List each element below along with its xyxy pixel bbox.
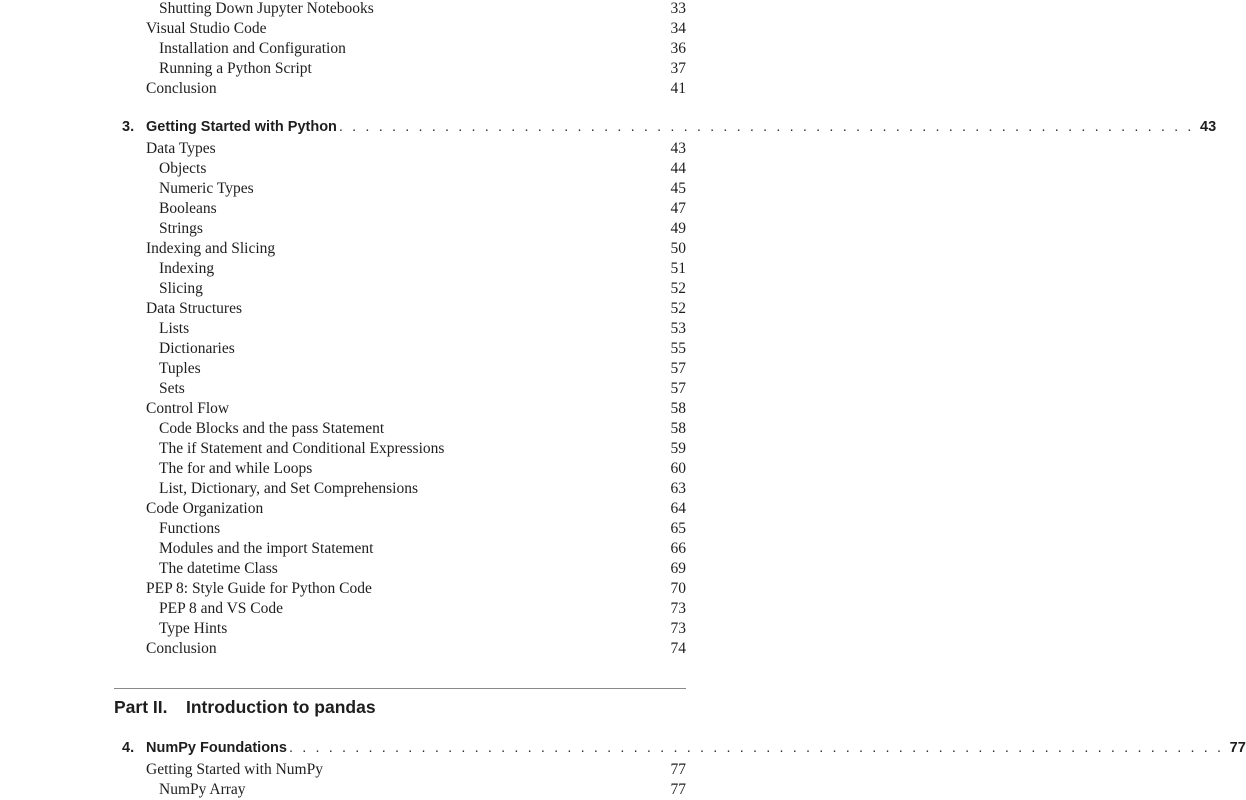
toc-entry-page: 37 — [670, 60, 686, 77]
toc-entry-page: 64 — [670, 500, 686, 517]
toc-entry[interactable] — [0, 559, 800, 579]
toc-entry[interactable] — [0, 539, 800, 559]
toc-entry-label: Slicing — [159, 280, 203, 297]
toc-entry-label: List, Dictionary, and Set Comprehensions — [159, 480, 419, 497]
toc-entry-label: Strings — [159, 220, 203, 237]
toc-entry-label: Booleans — [159, 200, 217, 217]
toc-entry-label: Control Flow — [146, 400, 230, 417]
toc-entry-page: 47 — [670, 200, 686, 217]
toc-entry-page: 45 — [670, 180, 686, 197]
toc-entry-label: Type Hints — [159, 620, 228, 637]
toc-entry[interactable] — [0, 179, 800, 199]
toc-entry-label: Lists — [159, 320, 190, 337]
toc-entry-page: 52 — [670, 280, 686, 297]
toc-entry-page: 57 — [670, 380, 686, 397]
toc-entry-page: 50 — [670, 240, 686, 257]
toc-entry[interactable] — [0, 199, 800, 219]
toc-entry-page: 55 — [670, 340, 686, 357]
chapter-number: 4. — [122, 740, 135, 756]
chapter-page: 43 — [1200, 119, 1217, 135]
toc-entry-page: 57 — [670, 360, 686, 377]
toc-entry-label: The for and while Loops — [159, 460, 313, 477]
toc-entry[interactable] — [0, 299, 800, 319]
toc-entry-page: 59 — [670, 440, 686, 457]
toc-entry[interactable] — [0, 399, 800, 419]
toc-entry[interactable] — [0, 159, 800, 179]
toc-entry-page: 34 — [670, 20, 686, 37]
toc-entry-label: Data Structures — [146, 300, 242, 317]
toc-entry[interactable] — [0, 319, 800, 339]
toc-entry[interactable] — [0, 279, 800, 299]
dot-leader: . . . . . . . . . . . . . . . . . . . . . . . . . . . . . . . . . . . . . . . . . . . . . . . . . . . . . . . . . . . . . . . . . — [338, 119, 1195, 135]
toc-entry-page: 66 — [670, 540, 686, 557]
toc-entry-page: 44 — [670, 160, 686, 177]
toc-entry-label: PEP 8 and VS Code — [159, 600, 284, 617]
toc-entry-page: 53 — [670, 320, 686, 337]
toc-entry-page: 36 — [670, 40, 686, 57]
toc-entry[interactable] — [0, 760, 800, 780]
chapter-heading[interactable] — [0, 116, 1217, 138]
toc-entry-page: 43 — [670, 140, 686, 157]
toc-entry[interactable] — [0, 39, 800, 59]
toc-entry-page: 52 — [670, 300, 686, 317]
toc-entry-page: 58 — [670, 400, 686, 417]
chapter-row — [146, 116, 1217, 138]
toc-entry-page: 58 — [670, 420, 686, 437]
toc-entry-label: Indexing — [159, 260, 215, 277]
toc-entry-label: Code Blocks and the pass Statement — [159, 420, 385, 437]
toc-entry-label: Functions — [159, 520, 221, 537]
toc-entry[interactable] — [0, 439, 800, 459]
toc-entry-page: 41 — [670, 80, 686, 97]
toc-entry-page: 74 — [670, 640, 686, 657]
part-divider — [114, 688, 686, 689]
toc-entry-label: Conclusion — [146, 640, 217, 657]
toc-entry[interactable] — [0, 239, 800, 259]
toc-entry-page: 77 — [670, 761, 686, 778]
toc-entry-page: 69 — [670, 560, 686, 577]
toc-entry[interactable] — [0, 519, 800, 539]
dot-leader: . . . . . . . . . . . . . . . . . . . . . . . . . . . . . . . . . . . . . . . . . . . . . . . . . . . . . . . . . . . . . . . . . . . . . . . — [288, 740, 1224, 756]
toc-entry-label: Numeric Types — [159, 180, 254, 197]
toc-entry-label: Tuples — [159, 360, 201, 377]
toc-entry-label: Modules and the import Statement — [159, 540, 374, 557]
toc-entry[interactable] — [0, 339, 800, 359]
toc-entry[interactable] — [0, 459, 800, 479]
toc-entry[interactable] — [0, 619, 800, 639]
toc-entry-label: Dictionaries — [159, 340, 235, 357]
toc-entry-label: Shutting Down Jupyter Notebooks — [159, 0, 374, 17]
toc-entry[interactable] — [0, 79, 800, 99]
toc-entry[interactable] — [0, 259, 800, 279]
toc-entry-page: 51 — [670, 260, 686, 277]
toc-entry-label: Objects — [159, 160, 207, 177]
chapter-page: 77 — [1229, 740, 1246, 756]
toc-entry[interactable] — [0, 0, 800, 19]
toc-entry-page: 65 — [670, 520, 686, 537]
toc-entry[interactable] — [0, 139, 800, 159]
toc-entry-page: 63 — [670, 480, 686, 497]
toc-entry[interactable] — [0, 419, 800, 439]
chapter-row — [146, 737, 1246, 759]
toc-entry-label: Code Organization — [146, 500, 264, 517]
toc-entry[interactable] — [0, 379, 800, 399]
toc-entry[interactable] — [0, 359, 800, 379]
toc-entry-label: Conclusion — [146, 80, 217, 97]
toc-entry-label: Sets — [159, 380, 185, 397]
toc-entry-page: 49 — [670, 220, 686, 237]
chapter-title: NumPy Foundations — [146, 740, 287, 756]
toc-entry-label: Installation and Configuration — [159, 40, 346, 57]
toc-entry[interactable] — [0, 19, 800, 39]
toc-entry-page: 60 — [670, 460, 686, 477]
toc-entry[interactable] — [0, 780, 800, 800]
part-heading[interactable] — [0, 694, 800, 720]
toc-entry-label: Indexing and Slicing — [146, 240, 276, 257]
toc-entry[interactable] — [0, 639, 800, 659]
toc-entry[interactable] — [0, 59, 800, 79]
toc-entry-page: 33 — [670, 0, 686, 17]
toc-entry-page: 70 — [670, 580, 686, 597]
toc-entry-label: Data Types — [146, 140, 216, 157]
toc-entry-label: Running a Python Script — [159, 60, 312, 77]
toc-entry-page: 73 — [670, 600, 686, 617]
toc-entry[interactable] — [0, 579, 800, 599]
toc-entry-label: PEP 8: Style Guide for Python Code — [146, 580, 372, 597]
toc-entry-page: 73 — [670, 620, 686, 637]
toc-entry[interactable] — [0, 599, 800, 619]
toc-entry[interactable] — [0, 219, 800, 239]
chapter-heading[interactable] — [0, 737, 1246, 759]
toc-entry-label: NumPy Array — [159, 781, 246, 798]
chapter-title: Getting Started with Python — [146, 119, 337, 135]
toc-entry-label: The if Statement and Conditional Expressions — [159, 440, 445, 457]
toc-entry[interactable] — [0, 479, 800, 499]
toc-entry-label: Visual Studio Code — [146, 20, 267, 37]
toc-entry[interactable] — [0, 499, 800, 519]
part-title: Introduction to pandas — [186, 697, 376, 717]
part-label: Part II. — [114, 697, 168, 717]
toc-entry-label: The datetime Class — [159, 560, 278, 577]
chapter-number: 3. — [122, 119, 135, 135]
toc-entry-label: Getting Started with NumPy — [146, 761, 323, 778]
toc-entry-page: 77 — [670, 781, 686, 798]
